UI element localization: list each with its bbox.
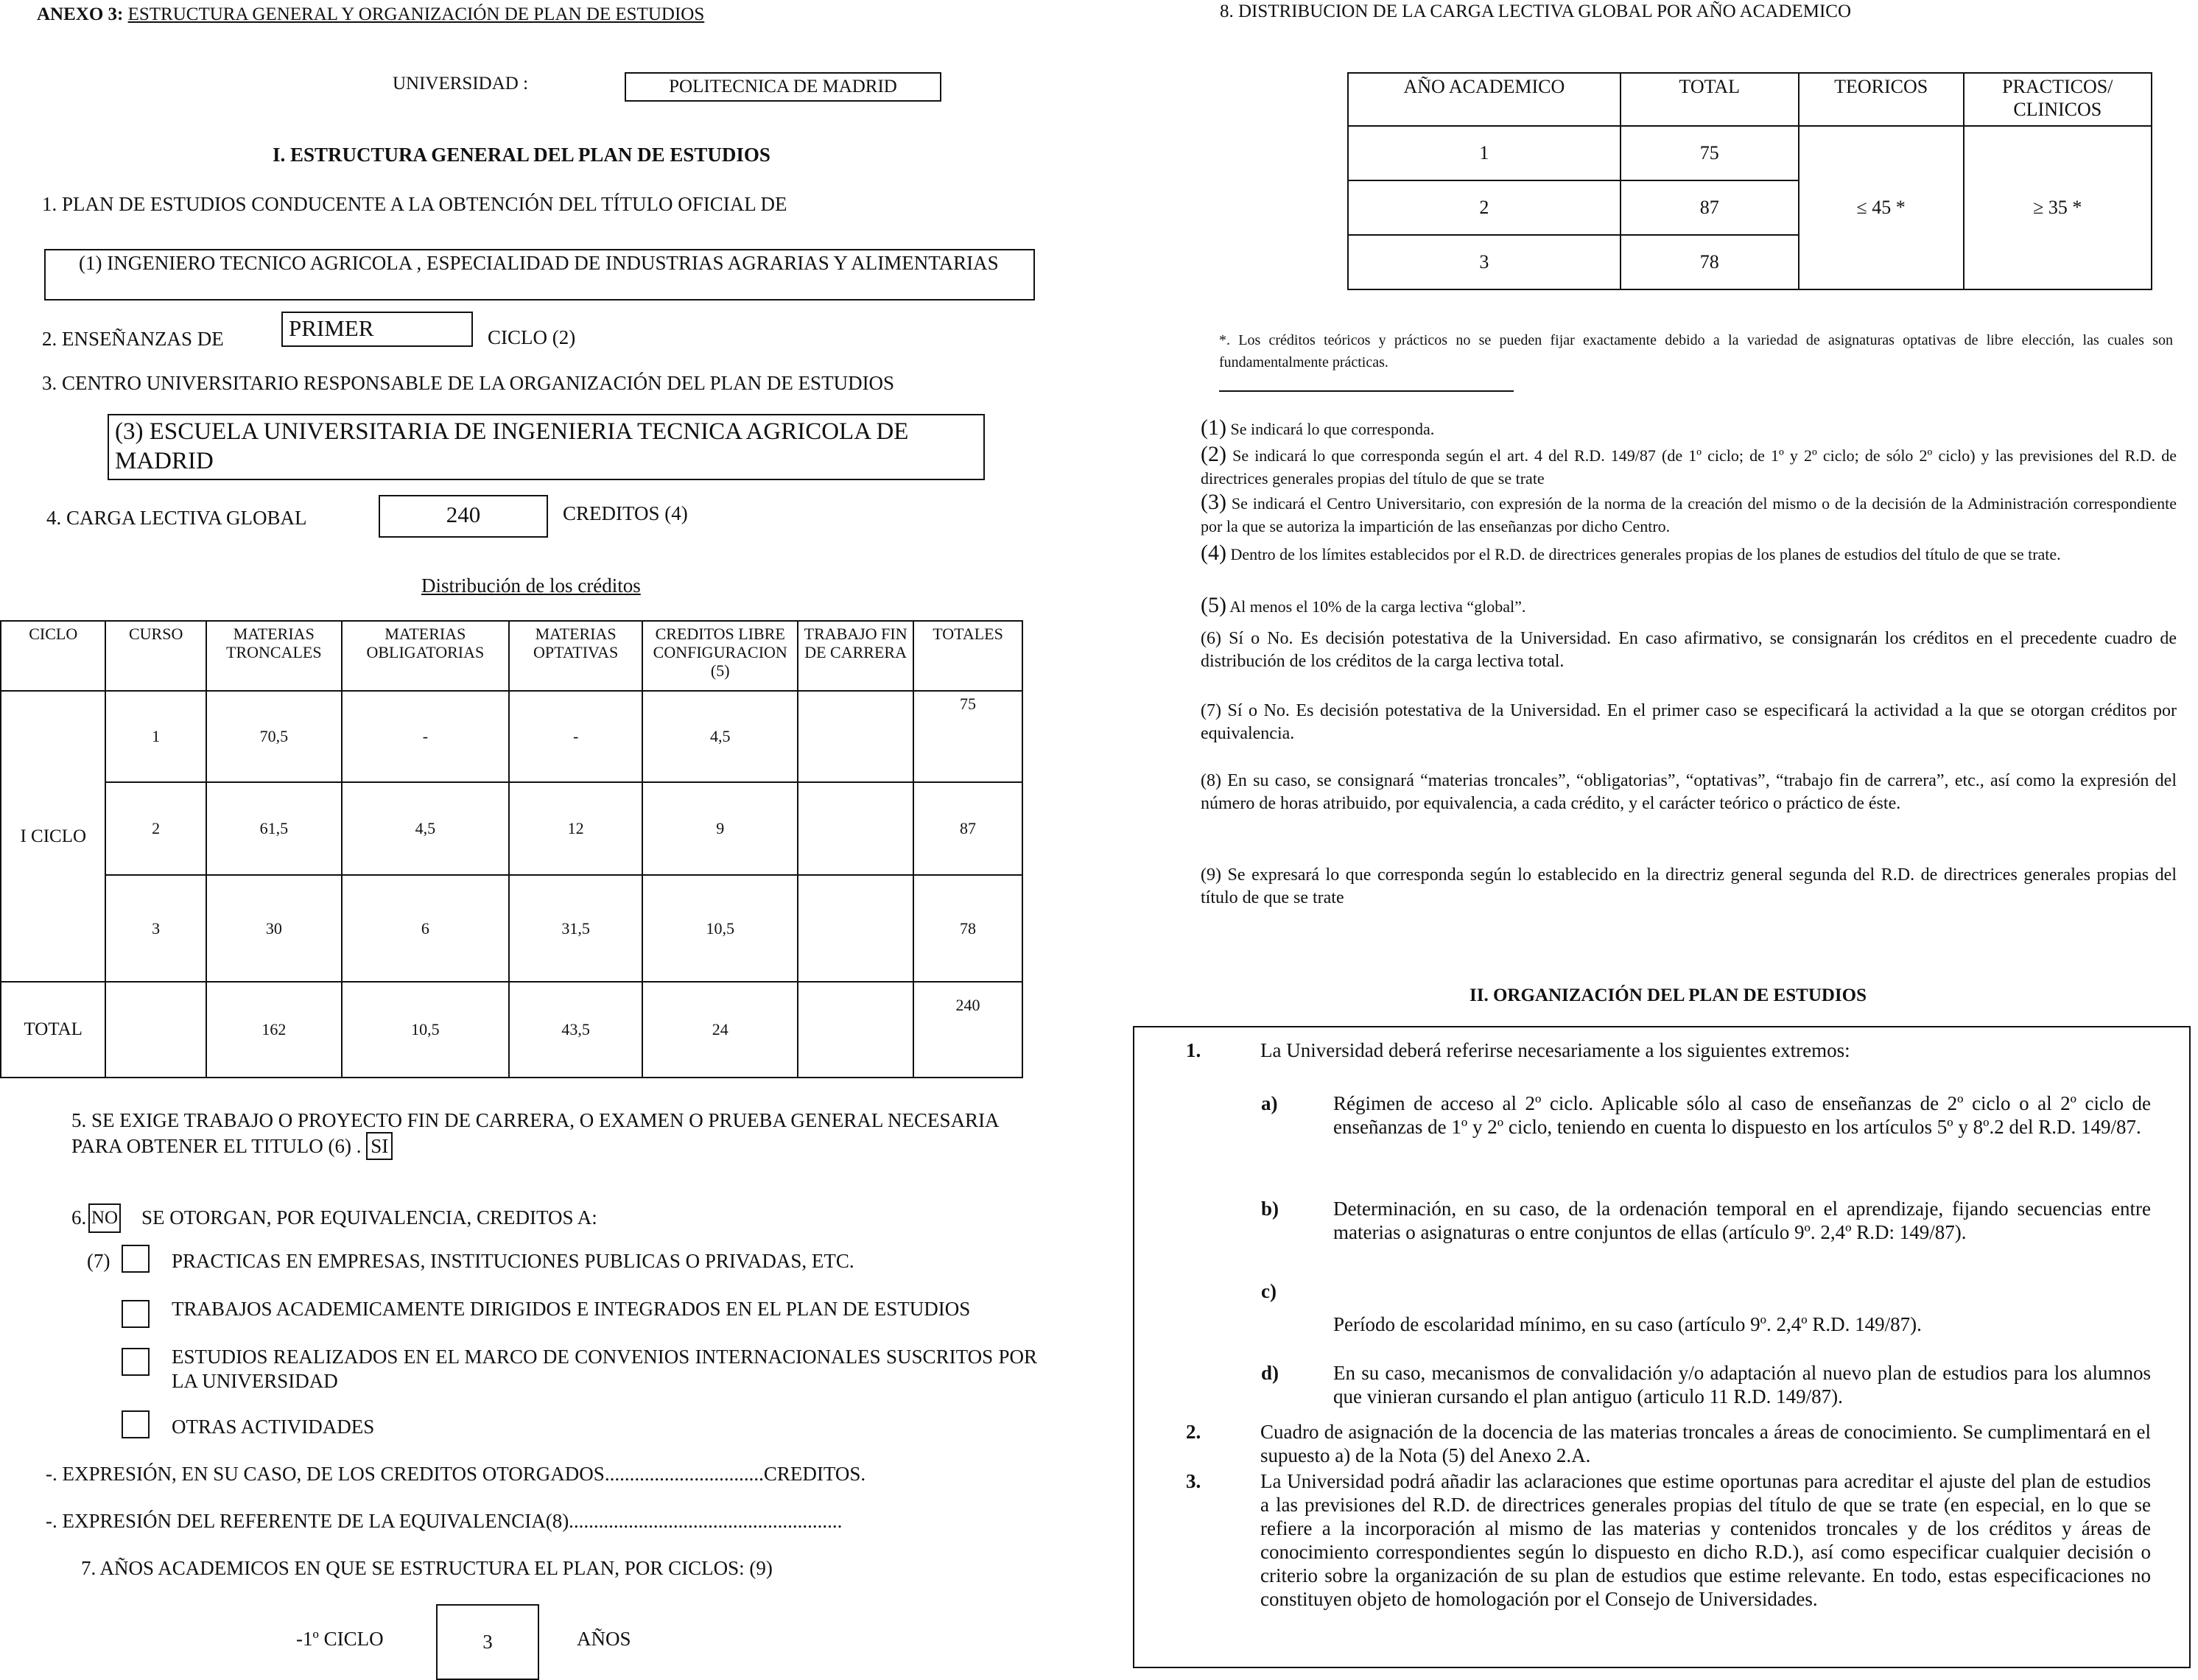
option-label: OTRAS ACTIVIDADES bbox=[172, 1416, 375, 1438]
option-checkbox[interactable] bbox=[122, 1410, 150, 1438]
carga-row bbox=[1348, 126, 2152, 180]
footnote-text: Dentro de los límites establecidos por el R.D. de directrices generales propias de los planes de estudios del título de que se trate. bbox=[1230, 545, 2061, 563]
header-troncales: MATERIAS TRONCALES bbox=[206, 621, 342, 691]
option-checkbox[interactable] bbox=[122, 1300, 150, 1328]
footnote-text: Al menos el 10% de la carga lectiva “global”. bbox=[1229, 597, 1526, 616]
item-5-value: SI bbox=[366, 1132, 393, 1160]
credits-distribution-table bbox=[0, 620, 1023, 1078]
annex-heading: ESTRUCTURA GENERAL Y ORGANIZACIÓN DE PLAN DE ESTUDIOS bbox=[127, 4, 705, 24]
cell-curso: 3 bbox=[105, 875, 206, 982]
distribution-title: Distribución de los créditos bbox=[421, 574, 641, 597]
footnote bbox=[1201, 443, 2177, 490]
org-subitem-text: Régimen de acceso al 2º ciclo. Aplicable sólo al caso de enseñanzas de 2º ciclo o al 2º ciclo de enseñanzas de 1º y 2º ciclo, teniendo en cuenta lo dispuesto en los artículos 5º y 8º.2 del R.D. 149/87. bbox=[1333, 1092, 2151, 1138]
cell-troncales: 70,5 bbox=[206, 691, 342, 782]
cell-teoricos: ≤ 45 * bbox=[1799, 126, 1964, 289]
footnote-num: (1) bbox=[1201, 415, 1226, 440]
total-curso bbox=[105, 982, 206, 1078]
item-2-suffix: CICLO (2) bbox=[488, 326, 576, 348]
footnote-text: Se indicará lo que corresponda. bbox=[1230, 420, 1435, 438]
item-4-value: 240 bbox=[379, 495, 548, 538]
org-subitem-letter: d) bbox=[1261, 1362, 1279, 1384]
option-label: PRACTICAS EN EMPRESAS, INSTITUCIONES PUBLICAS O PRIVADAS, ETC. bbox=[172, 1250, 854, 1272]
cell-total: 78 bbox=[1621, 235, 1799, 289]
footnote-text: Se indicará el Centro Universitario, con expresión de la norma de la creación del mismo o de la decisión de la Administración correspondiente por la que se autoriza la impartición de las enseñanzas por dicho Centro. bbox=[1201, 494, 2177, 535]
footnote bbox=[1201, 594, 2177, 618]
header-ciclo: CICLO bbox=[1, 621, 105, 691]
carga-lectiva-table bbox=[1347, 72, 2152, 290]
footnote-num: (3) bbox=[1201, 490, 1226, 514]
footnote-num: (6) bbox=[1201, 629, 1221, 648]
item-3-label: 3. CENTRO UNIVERSITARIO RESPONSABLE DE LA ORGANIZACIÓN DEL PLAN DE ESTUDIOS bbox=[42, 372, 895, 394]
option-label: TRABAJOS ACADEMICAMENTE DIRIGIDOS E INTEGRADOS EN EL PLAN DE ESTUDIOS bbox=[172, 1298, 971, 1320]
table-header-row bbox=[1, 621, 1022, 691]
footnote-text: En su caso, se consignará “materias troncales”, “obligatorias”, “optativas”, “trabajo fin de carrera”, etc., así como la expresión del número de horas atribuido, por equivalencia, a cada crédito, y el carácter teórico o práctico de éste. bbox=[1201, 771, 2177, 813]
cell-trabajo bbox=[798, 691, 913, 782]
total-totales: 240 bbox=[913, 982, 1022, 1078]
header-practicos: PRACTICOS/ CLINICOS bbox=[1964, 73, 2152, 126]
cell-troncales: 61,5 bbox=[206, 782, 342, 875]
total-optativas: 43,5 bbox=[509, 982, 642, 1078]
expresion-referente: -. EXPRESIÓN DEL REFERENTE DE LA EQUIVALENCIA(8)....................................................... bbox=[46, 1510, 843, 1532]
option-checkbox[interactable] bbox=[122, 1348, 150, 1376]
footnote-num: (7) bbox=[1201, 701, 1221, 720]
table-row bbox=[1, 691, 1022, 782]
footnote-num: (5) bbox=[1201, 593, 1226, 617]
carga-header-row bbox=[1348, 73, 2152, 126]
footnote-num: (4) bbox=[1201, 541, 1226, 565]
cell-anio: 3 bbox=[1348, 235, 1621, 289]
cell-obligatorias: 6 bbox=[342, 875, 509, 982]
header-libre: CREDITOS LIBRE CONFIGURACION (5) bbox=[642, 621, 798, 691]
item-4-suffix: CREDITOS (4) bbox=[563, 502, 688, 524]
table-row bbox=[1, 875, 1022, 982]
section-1-heading: I. ESTRUCTURA GENERAL DEL PLAN DE ESTUDIOS bbox=[273, 144, 770, 166]
table-total-row bbox=[1, 982, 1022, 1078]
total-trabajo bbox=[798, 982, 913, 1078]
ciclo-label: I CICLO bbox=[1, 691, 105, 982]
item-3-value: (3) ESCUELA UNIVERSITARIA DE INGENIERIA TECNICA AGRICOLA DE MADRID bbox=[115, 418, 909, 474]
item-6-value: NO bbox=[88, 1203, 121, 1233]
total-troncales: 162 bbox=[206, 982, 342, 1078]
footnote bbox=[1201, 864, 2177, 910]
org-subitem-text: En su caso, mecanismos de convalidación y/o adaptación al nuevo plan de estudios para los alumnos que vinieran cursando el plan antiguo (articulo 11 R.D. 149/87). bbox=[1333, 1362, 2151, 1407]
item-5-text: 5. SE EXIGE TRABAJO O PROYECTO FIN DE CARRERA, O EXAMEN O PRUEBA GENERAL NECESARIA PARA OBTENER EL TITULO bbox=[71, 1109, 999, 1157]
item-1-label: 1. PLAN DE ESTUDIOS CONDUCENTE A LA OBTENCIÓN DEL TÍTULO OFICIAL DE bbox=[42, 193, 787, 215]
cell-obligatorias: - bbox=[342, 691, 509, 782]
item-6-text: SE OTORGAN, POR EQUIVALENCIA, CREDITOS A: bbox=[141, 1206, 597, 1229]
item-2-label: 2. ENSEÑANZAS DE bbox=[42, 328, 224, 350]
item-7-label: 7. AÑOS ACADEMICOS EN QUE SE ESTRUCTURA EL PLAN, POR CICLOS: (9) bbox=[81, 1557, 773, 1579]
footnote bbox=[1201, 770, 2177, 815]
footnote bbox=[1201, 541, 2177, 566]
org-subitem-letter: c) bbox=[1261, 1280, 1277, 1302]
footnote-text: Sí o No. Es decisión potestativa de la Universidad. En el primer caso se especificará la actividad a la que se otorgan créditos por equivalencia. bbox=[1201, 701, 2177, 743]
cell-libre: 9 bbox=[642, 782, 798, 875]
cell-optativas: - bbox=[509, 691, 642, 782]
universidad-value: POLITECNICA DE MADRID bbox=[625, 72, 941, 102]
org-subitem-letter: b) bbox=[1261, 1198, 1279, 1220]
org-item-2-text: Cuadro de asignación de la docencia de las materias troncales a áreas de conocimiento. Se cumplimentará en el supuesto a) de la Nota (5) del Anexo 2.A. bbox=[1260, 1421, 2151, 1466]
cell-anio: 1 bbox=[1348, 126, 1621, 180]
item-5 bbox=[71, 1108, 1044, 1160]
cell-totales: 75 bbox=[913, 691, 1022, 782]
item-7-suffix: AÑOS bbox=[577, 1628, 631, 1650]
cell-totales: 78 bbox=[913, 875, 1022, 982]
cell-libre: 10,5 bbox=[642, 875, 798, 982]
total-label: TOTAL bbox=[1, 982, 105, 1078]
cell-libre: 4,5 bbox=[642, 691, 798, 782]
header-anio: AÑO ACADEMICO bbox=[1348, 73, 1621, 126]
cell-obligatorias: 4,5 bbox=[342, 782, 509, 875]
item-2-value: PRIMER bbox=[281, 312, 473, 347]
universidad-label: UNIVERSIDAD : bbox=[393, 74, 529, 94]
footnote-text: Se indicará lo que corresponda según el art. 4 del R.D. 149/87 (de 1º ciclo; de 1º y 2º ciclo; de sólo 2º ciclo) y las previsiones del R.D. de directrices generales propias del título de que se trate bbox=[1201, 446, 2177, 488]
cell-total: 87 bbox=[1621, 180, 1799, 235]
footnote-num: (9) bbox=[1201, 865, 1221, 885]
footnote bbox=[1201, 491, 2177, 538]
org-item-1-text: La Universidad deberá referirse necesariamente a los siguientes extremos: bbox=[1260, 1039, 1850, 1061]
total-libre: 24 bbox=[642, 982, 798, 1078]
cell-practicos: ≥ 35 * bbox=[1964, 126, 2152, 289]
cell-optativas: 12 bbox=[509, 782, 642, 875]
annex-title bbox=[37, 4, 704, 25]
expresion-creditos: -. EXPRESIÓN, EN SU CASO, DE LOS CREDITOS OTORGADOS................................CREDITOS. bbox=[46, 1463, 866, 1485]
header-optativas: MATERIAS OPTATIVAS bbox=[509, 621, 642, 691]
cell-troncales: 30 bbox=[206, 875, 342, 982]
item-7-value: 3 bbox=[436, 1604, 539, 1680]
header-trabajo: TRABAJO FIN DE CARRERA bbox=[798, 621, 913, 691]
total-obligatorias: 10,5 bbox=[342, 982, 509, 1078]
annex-prefix: ANEXO 3: bbox=[37, 4, 124, 24]
section-8-note: *. Los créditos teóricos y prácticos no se pueden fijar exactamente debido a la variedad de asignaturas optativas de libre elección, las cuales son fundamentalmente prácticas. bbox=[1219, 332, 2173, 370]
table-row bbox=[1, 782, 1022, 875]
section-8-heading: 8. DISTRIBUCION DE LA CARGA LECTIVA GLOBAL POR AÑO ACADEMICO bbox=[1220, 1, 1851, 21]
footnote-num: (2) bbox=[1201, 442, 1226, 466]
org-subitem-text: Período de escolaridad mínimo, en su caso (artículo 9º. 2,4º R.D. 149/87). bbox=[1333, 1313, 1922, 1335]
item-5-ref: (6) . bbox=[328, 1135, 362, 1157]
cell-total: 75 bbox=[1621, 126, 1799, 180]
header-totales: TOTALES bbox=[913, 621, 1022, 691]
org-item-1-num: 1. bbox=[1186, 1039, 1201, 1061]
footnote-divider bbox=[1219, 390, 1514, 392]
header-obligatorias: MATERIAS OBLIGATORIAS bbox=[342, 621, 509, 691]
cell-trabajo bbox=[798, 875, 913, 982]
cell-optativas: 31,5 bbox=[509, 875, 642, 982]
footnote bbox=[1201, 628, 2177, 673]
option-checkbox[interactable] bbox=[122, 1245, 150, 1273]
cell-anio: 2 bbox=[1348, 180, 1621, 235]
footnote bbox=[1201, 700, 2177, 745]
item-1-value: (1) INGENIERO TECNICO AGRICOLA , ESPECIALIDAD DE INDUSTRIAS AGRARIAS Y ALIMENTARIAS bbox=[79, 252, 999, 274]
org-item-2-num: 2. bbox=[1186, 1421, 1201, 1443]
header-total: TOTAL bbox=[1621, 73, 1799, 126]
header-curso: CURSO bbox=[105, 621, 206, 691]
cell-trabajo bbox=[798, 782, 913, 875]
option-label: ESTUDIOS REALIZADOS EN EL MARCO DE CONVENIOS INTERNACIONALES SUSCRITOS POR LA UNIVERSIDAD bbox=[172, 1346, 1037, 1392]
footnote bbox=[1201, 416, 2177, 440]
footnote-text: Sí o No. Es decisión potestativa de la Universidad. En caso afirmativo, se consignarán los créditos en el precedente cuadro de distribución de los créditos de la carga lectiva total. bbox=[1201, 629, 2177, 671]
org-item-3-text: La Universidad podrá añadir las aclaraciones que estime oportunas para acreditar el ajuste del plan de estudios a las previsiones del R.D. de directrices generales propias del título de que se trate (en especial, en lo que se refiere a la incorporación al mismo de las materias y contenidos troncales y de los créditos y áreas de conocimiento correspondientes según lo dispuesto en dicho R.D.), así como especificar cualquier decisión o criterio sobre la organización de su plan de estudios que estime relevante. En todo, estas especificaciones no constituyen objeto de homologación por el Consejo de Universidades. bbox=[1260, 1470, 2151, 1610]
header-teoricos: TEORICOS bbox=[1799, 73, 1964, 126]
item-4-label: 4. CARGA LECTIVA GLOBAL bbox=[46, 507, 307, 529]
item-6-ref: (7) bbox=[87, 1250, 110, 1272]
cell-curso: 2 bbox=[105, 782, 206, 875]
footnote-num: (8) bbox=[1201, 771, 1221, 790]
item-6-num: 6. bbox=[71, 1206, 87, 1229]
item-1-box bbox=[44, 249, 1035, 300]
org-subitem-letter: a) bbox=[1261, 1092, 1278, 1114]
footnote-text: Se expresará lo que corresponda según lo establecido en la directriz general segunda del R.D. de directrices generales propias del título de que se trate bbox=[1201, 865, 2177, 907]
org-subitem-text: Determinación, en su caso, de la ordenación temporal en el aprendizaje, fijando secuencias entre materias o asignaturas o entre conjuntos de ellas (artículo 9º. 2,4º R.D: 149/87). bbox=[1333, 1198, 2151, 1243]
item-7-ciclo: -1º CICLO bbox=[296, 1628, 384, 1650]
cell-curso: 1 bbox=[105, 691, 206, 782]
item-3-box bbox=[108, 414, 985, 480]
org-item-3-num: 3. bbox=[1186, 1470, 1201, 1492]
section-2-heading: II. ORGANIZACIÓN DEL PLAN DE ESTUDIOS bbox=[1470, 985, 1867, 1005]
cell-totales: 87 bbox=[913, 782, 1022, 875]
